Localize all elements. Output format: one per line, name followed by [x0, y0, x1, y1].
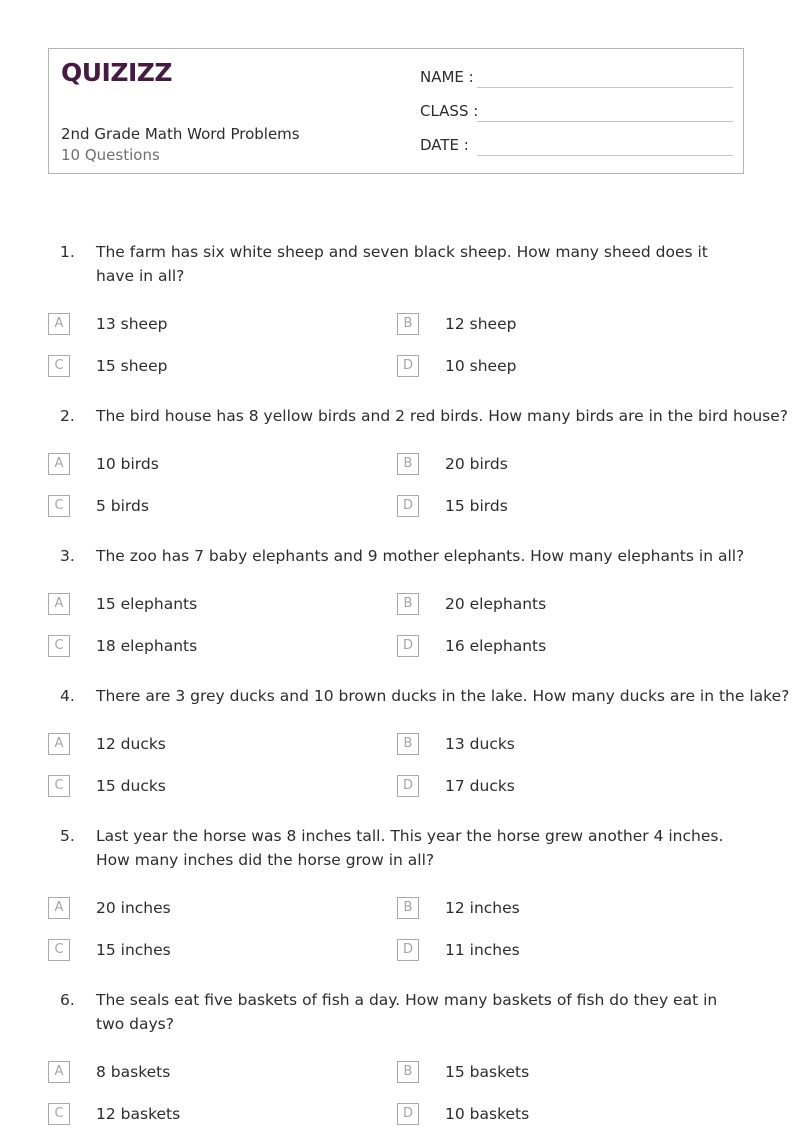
option-text: 12 ducks: [96, 735, 166, 753]
question-number: 5.: [60, 827, 75, 845]
option-text: 20 birds: [445, 455, 508, 473]
option-letter-box: A: [48, 1061, 70, 1083]
date-field[interactable]: [420, 134, 733, 158]
option-letter-box: B: [397, 453, 419, 475]
option-text: 20 inches: [96, 899, 171, 917]
option-letter-box: A: [48, 313, 70, 335]
option-letter-box: D: [397, 939, 419, 961]
question-text: The seals eat five baskets of fish a day. How many baskets of fish do they eat in two days?: [96, 991, 718, 1033]
option-text: 18 elephants: [96, 637, 198, 655]
option-letter-box: B: [397, 593, 419, 615]
option-letter-box: A: [48, 733, 70, 755]
question-text: The zoo has 7 baby elephants and 9 mother elephants. How many elephants in all?: [96, 547, 745, 565]
option-text: 11 inches: [445, 941, 520, 959]
worksheet-header: [48, 48, 744, 174]
option-letter-box: C: [48, 355, 70, 377]
option-text: 15 baskets: [445, 1063, 530, 1081]
option-text: 15 birds: [445, 497, 508, 515]
option-text: 17 ducks: [445, 777, 515, 795]
question-count: 10 Questions: [61, 146, 160, 164]
option-letter-box: B: [397, 733, 419, 755]
option-letter-box: D: [397, 1103, 419, 1125]
option-letter-box: B: [397, 897, 419, 919]
date-label: DATE :: [420, 136, 469, 154]
class-field[interactable]: [420, 100, 733, 124]
option-letter-box: D: [397, 495, 419, 517]
option-text: 12 inches: [445, 899, 520, 917]
option-text: 10 baskets: [445, 1105, 530, 1123]
question-text: The bird house has 8 yellow birds and 2 red birds. How many birds are in the bird house?: [96, 407, 789, 425]
option-letter-box: B: [397, 1061, 419, 1083]
name-field[interactable]: [420, 66, 733, 90]
option-letter-box: C: [48, 635, 70, 657]
option-text: 15 sheep: [96, 357, 168, 375]
option-text: 12 baskets: [96, 1105, 181, 1123]
option-text: 5 birds: [96, 497, 149, 515]
question-number: 4.: [60, 687, 75, 705]
question-text: Last year the horse was 8 inches tall. This year the horse grew another 4 inches. How many inches did the horse grow in all?: [96, 827, 724, 869]
question-text: The farm has six white sheep and seven black sheep. How many sheed does it have in all?: [96, 243, 708, 285]
option-letter-box: A: [48, 593, 70, 615]
option-letter-box: C: [48, 495, 70, 517]
option-text: 10 birds: [96, 455, 159, 473]
option-text: 20 elephants: [445, 595, 547, 613]
question-number: 2.: [60, 407, 75, 425]
option-text: 10 sheep: [445, 357, 517, 375]
name-label: NAME :: [420, 68, 474, 86]
option-letter-box: D: [397, 355, 419, 377]
option-letter-box: D: [397, 635, 419, 657]
option-letter-box: C: [48, 1103, 70, 1125]
question-number: 3.: [60, 547, 75, 565]
option-letter-box: B: [397, 313, 419, 335]
quizizz-logo: QUIZIZZ: [61, 58, 173, 87]
option-letter-box: A: [48, 897, 70, 919]
option-text: 13 sheep: [96, 315, 168, 333]
option-text: 12 sheep: [445, 315, 517, 333]
class-line: [477, 121, 733, 122]
option-letter-box: A: [48, 453, 70, 475]
option-text: 15 inches: [96, 941, 171, 959]
worksheet-title: 2nd Grade Math Word Problems: [61, 125, 300, 143]
option-letter-box: C: [48, 939, 70, 961]
option-text: 16 elephants: [445, 637, 547, 655]
date-line: [477, 155, 733, 156]
name-line: [477, 87, 733, 88]
question-number: 6.: [60, 991, 75, 1009]
option-letter-box: D: [397, 775, 419, 797]
question-text: There are 3 grey ducks and 10 brown ducks in the lake. How many ducks are in the lake?: [96, 687, 790, 705]
option-text: 8 baskets: [96, 1063, 171, 1081]
option-text: 15 elephants: [96, 595, 198, 613]
option-text: 13 ducks: [445, 735, 515, 753]
option-letter-box: C: [48, 775, 70, 797]
class-label: CLASS :: [420, 102, 479, 120]
question-number: 1.: [60, 243, 75, 261]
option-text: 15 ducks: [96, 777, 166, 795]
